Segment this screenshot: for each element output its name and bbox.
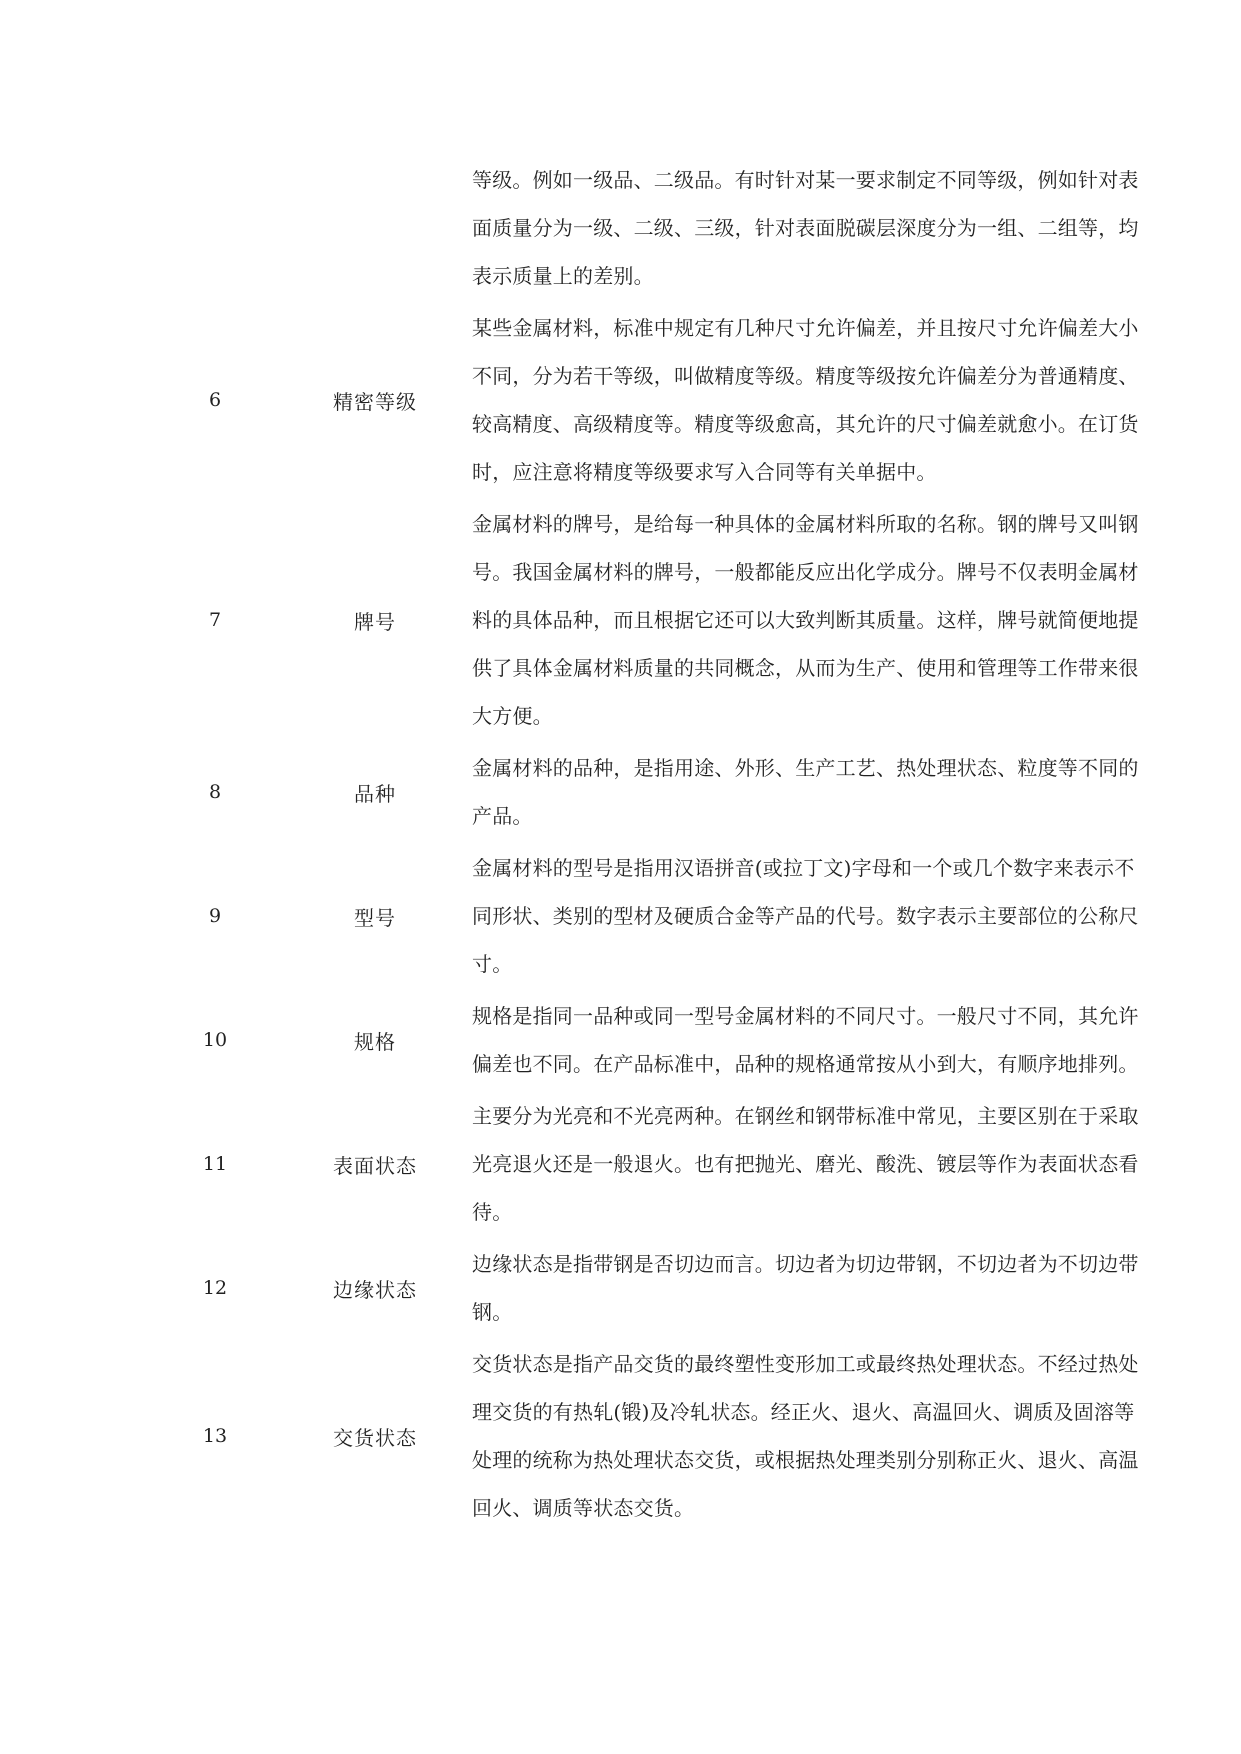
table-row [140, 742, 1180, 842]
row-number: 11 [202, 1153, 228, 1175]
description-line: 同形状、类别的型材及硬质合金等产品的代号。数字表示主要部位的公称尺 [472, 904, 1139, 928]
description-line: 规格是指同一品种或同一型号金属材料的不同尺寸。一般尺寸不同，其允许 [472, 1004, 1139, 1028]
description-line: 钢。 [472, 1300, 513, 1324]
table-row [140, 1338, 1180, 1534]
term-description [460, 156, 1172, 300]
description-line: 光亮退火还是一般退火。也有把抛光、磨光、酸洗、镀层等作为表面状态看 [472, 1152, 1139, 1176]
term-name: 精密等级 [333, 389, 417, 414]
row-number: 10 [202, 1029, 228, 1051]
description-line: 料的具体品种，而且根据它还可以大致判断其质量。这样，牌号就简便地提 [472, 608, 1139, 632]
description-line: 不同，分为若干等级，叫做精度等级。精度等级按允许偏差分为普通精度、 [472, 364, 1139, 388]
description-line: 待。 [472, 1200, 513, 1224]
term-description [460, 1240, 1172, 1336]
table-row [140, 154, 1180, 302]
row-number: 12 [202, 1277, 228, 1299]
description-line: 面质量分为一级、二级、三级，针对表面脱碳层深度分为一组、二组等，均 [472, 216, 1139, 240]
row-number: 13 [202, 1425, 228, 1447]
description-line: 表示质量上的差别。 [472, 264, 654, 288]
description-line: 偏差也不同。在产品标准中，品种的规格通常按从小到大，有顺序地排列。 [472, 1052, 1139, 1076]
term-name: 规格 [354, 1029, 396, 1054]
description-line: 大方便。 [472, 704, 553, 728]
terms-table [140, 154, 1180, 1534]
row-number: 8 [208, 781, 222, 803]
table-row [140, 842, 1180, 990]
row-number: 9 [208, 905, 222, 927]
description-line: 时，应注意将精度等级要求写入合同等有关单据中。 [472, 460, 937, 484]
description-line: 号。我国金属材料的牌号，一般都能反应出化学成分。牌号不仅表明金属材 [472, 560, 1139, 584]
description-line: 金属材料的型号是指用汉语拼音(或拉丁文)字母和一个或几个数字来表示不 [472, 856, 1135, 880]
description-line: 产品。 [472, 804, 533, 828]
table-row [140, 1238, 1180, 1338]
term-description [460, 304, 1172, 496]
term-name: 牌号 [354, 609, 396, 634]
term-name: 型号 [354, 905, 396, 930]
description-line: 金属材料的牌号，是给每一种具体的金属材料所取的名称。钢的牌号又叫钢 [472, 512, 1139, 536]
description-line: 供了具体金属材料质量的共同概念，从而为生产、使用和管理等工作带来很 [472, 656, 1139, 680]
term-name: 交货状态 [333, 1425, 417, 1450]
row-number: 7 [208, 609, 222, 631]
description-line: 理交货的有热轧(锻)及冷轧状态。经正火、退火、高温回火、调质及固溶等 [472, 1400, 1135, 1424]
description-line: 金属材料的品种，是指用途、外形、生产工艺、热处理状态、粒度等不同的 [472, 756, 1139, 780]
term-name: 表面状态 [333, 1153, 417, 1178]
description-line: 回火、调质等状态交货。 [472, 1496, 695, 1520]
description-line: 寸。 [472, 952, 513, 976]
description-line: 处理的统称为热处理状态交货，或根据热处理类别分别称正火、退火、高温 [472, 1448, 1139, 1472]
term-name: 边缘状态 [333, 1277, 417, 1302]
term-description [460, 992, 1172, 1088]
term-description [460, 500, 1172, 740]
table-row [140, 498, 1180, 742]
description-line: 等级。例如一级品、二级品。有时针对某一要求制定不同等级，例如针对表 [472, 168, 1139, 192]
description-line: 主要分为光亮和不光亮两种。在钢丝和钢带标准中常见，主要区别在于采取 [472, 1104, 1139, 1128]
description-line: 交货状态是指产品交货的最终塑性变形加工或最终热处理状态。不经过热处 [472, 1352, 1139, 1376]
description-line: 边缘状态是指带钢是否切边而言。切边者为切边带钢，不切边者为不切边带 [472, 1252, 1139, 1276]
term-description [460, 1092, 1172, 1236]
term-description [460, 844, 1172, 988]
term-description [460, 1340, 1172, 1532]
table-row [140, 302, 1180, 498]
table-row [140, 1090, 1180, 1238]
description-line: 某些金属材料，标准中规定有几种尺寸允许偏差，并且按尺寸允许偏差大小 [472, 316, 1139, 340]
row-number: 6 [208, 389, 222, 411]
description-line: 较高精度、高级精度等。精度等级愈高，其允许的尺寸偏差就愈小。在订货 [472, 412, 1139, 436]
table-row [140, 990, 1180, 1090]
term-description [460, 744, 1172, 840]
term-name: 品种 [354, 781, 396, 806]
